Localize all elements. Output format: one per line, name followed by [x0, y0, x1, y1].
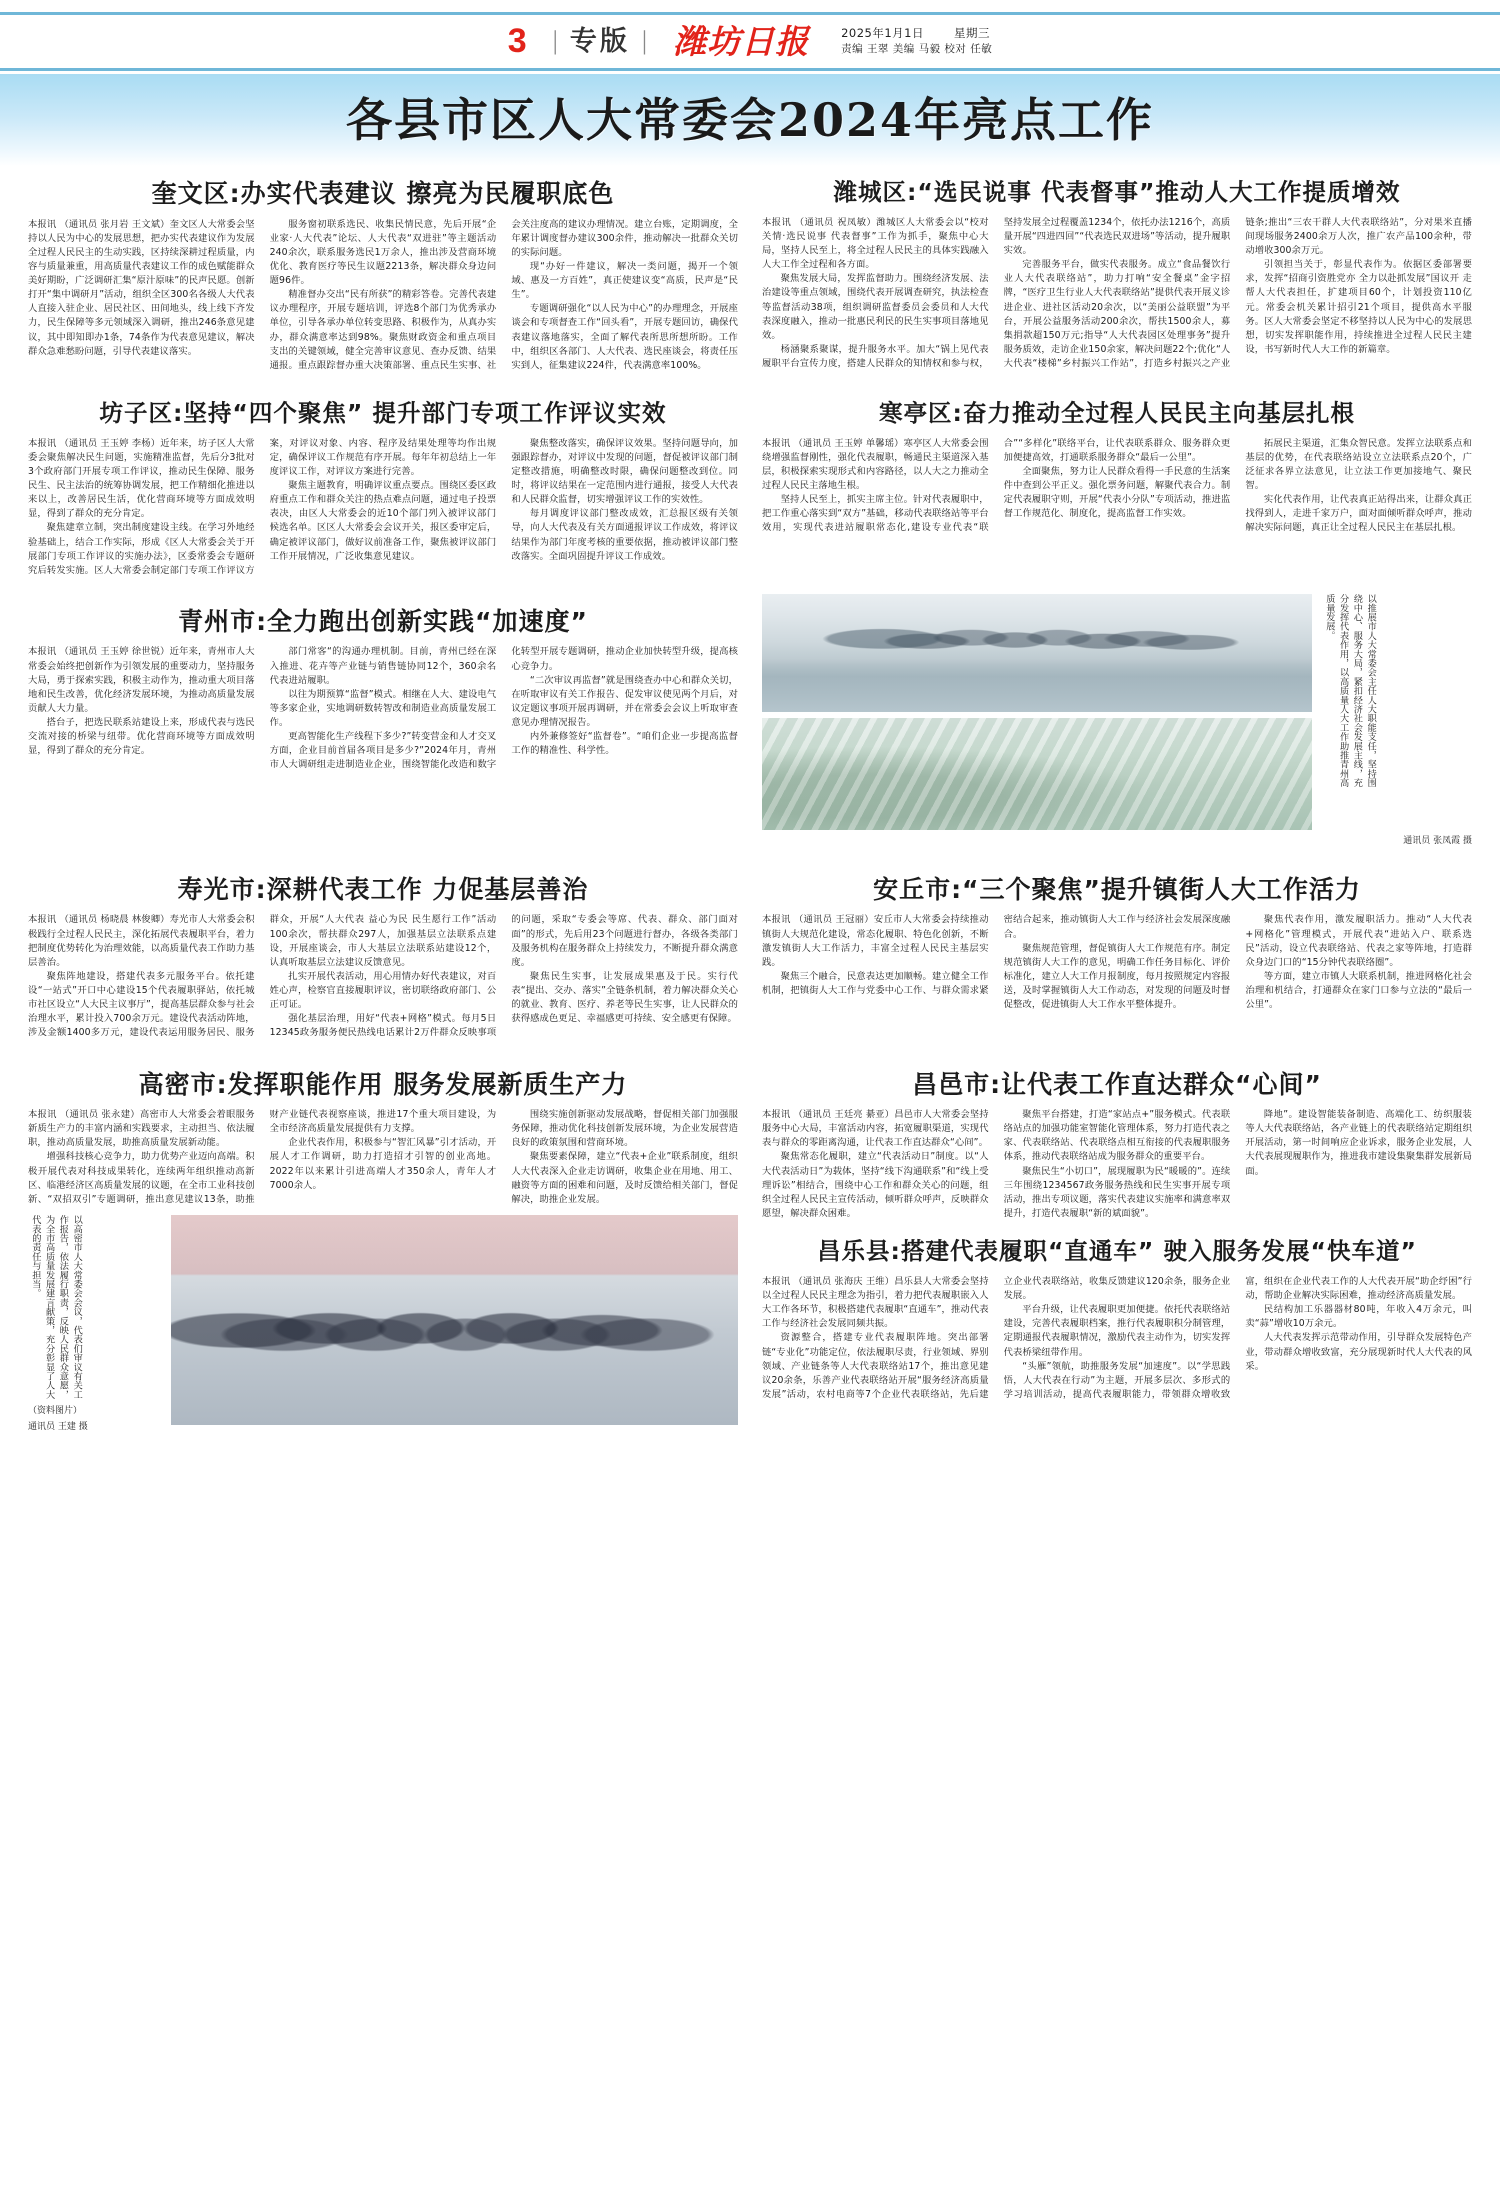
headline-qingzhou: 青州市:全力跑出创新实践“加速度”	[178, 606, 588, 636]
body-changle	[762, 1275, 1472, 1402]
body-gaomi	[28, 1108, 738, 1207]
headline-anqiu: 安丘市:“三个聚焦”提升镇街人大工作活力	[873, 874, 1361, 904]
page-body	[0, 166, 1500, 1432]
page-title: 各县市区人大常委会2024年亮点工作	[345, 93, 1155, 147]
article-hanting	[762, 387, 1472, 578]
byline-fangzi: 本报讯 （通讯员 王玉婷 李杨）	[28, 437, 161, 449]
photo-caption-vertical: 以推展市人大常委会主任人大职能支任，坚持围绕中心、服务大局，紧扣经济社会发展主线，充分发挥代表作用，以高质量人大工作助推青州高质量发展。	[1323, 593, 1377, 788]
paper-logo: 潍坊日报	[673, 21, 810, 61]
masthead-separator-2: |	[641, 26, 648, 55]
para: 以往为期预算“监督”模式。相继在人大、建设电气等多家企业，实地调研数转智改和制造业高质量发展工作。	[269, 688, 497, 729]
para: 寿光市人大常委会积极践行全过程人民民主，深化拓展代表履职平台，着力把制度优势转化为治理效能，以高质量代表工作助力基层善治。	[28, 914, 255, 968]
headline-changle: 昌乐县:搭建代表履职“直通车” 驶入服务发展“快车道”	[817, 1237, 1417, 1266]
para: 聚焦常态化履职，建立“代表活动日”制度。以“人大代表活动日”为载体，坚持“线下沟通联系”和“线上受理诉讼”相结合，围绕中心工作和群众关心的问题，组织全过程人民民主宣传活动，倾听群众呼声，反映群众愿望，解决群众困难。	[762, 1151, 989, 1219]
masthead-bottom-rule	[0, 68, 1500, 71]
para: 聚焦平台搭建，打造“家站点+”服务模式。代表联络站点的加强功能室智能化管理体系，努力打造代表之家、代表联络站、代表联络点相互衔接的代表履职服务体系，推动代表联络站成为服务群众的重要平台。	[1003, 1109, 1231, 1163]
para: 聚焦建章立制，突出制度建设主线。在学习外地经验基础上，结合工作实际，形成《区人大常委会关于开展部门专项工作评议的实施办法》，区委常委会专题研究后转发实施。区人大常委会制定部门专项工作评议方案，对评议对象、内容、程序及结果处理等均作出规定，确保评议工作规范有序开展。每年年初总结上一年度评议工作，对评议方案进行完善。	[28, 437, 497, 576]
byline-qingzhou: 本报讯 （通讯员 王玉婷 徐世锐）	[28, 646, 170, 658]
para: “头雁”领航，助推服务发展“加速度”。以“学思践悟，人大代表在行动”为主题，开展多层次、多形式的学习培训活动，提高代表履职能力，带领群众增收致富，组织在企业代表工作的人大代表开展“助企纾困”行动，帮助企业解决实际困难，推动经济高质量发展。	[1003, 1275, 1472, 1400]
article-row-3	[28, 594, 1472, 846]
article-weicheng	[762, 166, 1472, 373]
para: 寒亭区人大常委会围绕增强监督刚性，强化代表履职，畅通民主渠道深入基层，积极探索实现形式和内容路径，以人大之力推动全过程人民民主落地生根。	[762, 437, 989, 492]
para: 资源整合，搭建专业代表履职阵地。突出部署链“专业化”功能定位，依法履职尽责，行业领域、界别领域、产业链条等人大代表联络站17个，推出意见建议20余条，乐善产业代表联络站开展“服务经济高质量发展”活动，农村电商等7个企业代表联络站，先后建立企业代表联络站，收集反馈建议120余条，服务企业发展。	[762, 1275, 1231, 1400]
byline-kuiwen: 本报讯 （通讯员 张月岩 王文斌）	[28, 218, 170, 230]
body-weicheng	[762, 216, 1472, 371]
para: 聚焦规范管理，督促镇街人大工作规范有序。制定规范镇街人大工作的意见，明确工作任务目标化、评价标准化，建立人大工作月报制度，每月按照规定内容报送，及时掌握镇街人大工作动态，对发现的问题及时督促整改，促进镇街人大工作水平整体提升。	[1003, 942, 1231, 1011]
para: 扎实开展代表活动，用心用情办好代表建议，对百姓心声，检察官直接履职评议，密切联络政府部门、公正可证。	[269, 970, 497, 1011]
para: 人大代表发挥示范带动作用，引导群众发展特色产业，带动群众增收致富，充分展现新时代人大代表的风采。	[1245, 1332, 1472, 1372]
para: 企业代表作用，积极参与“智汇风暴”引才活动，开展人才工作调研，助力打造招才引智的创业高地。2022年以来累计引进高端人才350余人，青年人才7000余人。	[269, 1137, 497, 1191]
headline-gaomi: 高密市:发挥职能作用 服务发展新质生产力	[138, 1069, 628, 1099]
para: 高密市人大常委会着眼服务新质生产力的丰富内涵和实践要求，主动担当、依法履职，推动高质量发展，助推高质量发展新动能。	[28, 1109, 255, 1149]
byline-changyi: 本报讯 （通讯员 王廷亮 綦亚）	[762, 1109, 895, 1121]
para: 增强科技核心竞争力，助力优势产业迈向高端。积极开展代表对科技成果转化，连续两年组织推动高新区、临港经济区高质量发展的议题，在全市工业科技创新、“双招双引”专题调研，推出意见建议13条，助推财产业链代表视察座谈，推进17个重大项目建设，为全市经济高质量发展提供有力支撑。	[28, 1109, 497, 1205]
photo-block-gaomi	[28, 1215, 738, 1432]
para: 昌乐县人大常委会坚持以全过程人民民主理念为指引，着力把代表履职嵌入人大工作各环节，积极搭建代表履职“直通车”，推动代表工作与经济社会发展同频共振。	[762, 1275, 989, 1330]
headline-hanting: 寒亭区:奋力推动全过程人民民主向基层扎根	[879, 398, 1355, 427]
byline-anqiu: 本报讯 （通讯员 王冠丽）	[762, 914, 874, 926]
photo-credit-gaomi: 通讯员 王建 摄	[28, 1421, 88, 1432]
photo-credit-qingzhou: 通讯员 张凤霞 摄	[1403, 835, 1472, 846]
masthead-meta	[841, 25, 992, 57]
article-fangzi	[28, 387, 738, 578]
headline-shouguang: 寿光市:深耕代表工作 力促基层善治	[177, 874, 589, 904]
para: 围绕实施创新驱动发展战略，督促相关部门加强服务保障，推动优化科技创新发展环境，为企业发展营造良好的政策氛围和营商环境。	[511, 1109, 738, 1149]
para: 搭台子，把选民联系站建设上来，形成代表与选民交流对接的桥梁与纽带。优化营商环境等方面成效明显，得到了群众的充分肯定。	[28, 717, 255, 757]
para: 强化基层治理，用好“代表+网格”模式。每月5日12345政务服务便民热线电话累计2万件群众反映事项的问题，采取“专委会等席、代表、群众、部门面对面”的形式，先后用23个问题进行督办，各级各类部门及服务机构在服务群众上持续发力，不断提升群众满意度。	[269, 914, 738, 1039]
publication-date: 2025年1月1日	[841, 26, 924, 41]
body-fangzi	[28, 437, 738, 578]
para: 聚焦要素保障，建立“代表+企业”联系制度，组织人大代表深入企业走访调研，收集企业在用地、用工、融资等方面的困难和问题，及时反馈给相关部门，督促解决，助推企业发展。	[511, 1151, 738, 1205]
page-number: 3	[507, 22, 527, 60]
article-shouguang	[28, 862, 738, 1041]
byline-gaomi: 本报讯 （通讯员 张永建）	[28, 1109, 140, 1121]
byline-shouguang: 本报讯 （通讯员 杨晓晨 林俊卿）	[28, 914, 170, 926]
para: 聚焦三个融合，民意表达更加顺畅。建立健全工作机制，把镇街人大工作与党委中心工作、与群众需求紧密结合起来，推动镇街人大工作与经济社会发展深度融合。	[762, 914, 1231, 997]
para: 聚焦发展大局，发挥监督助力。围绕经济发展、法治建设等重点领域，围绕代表开展调查研究，执法检查等监督活动38项，组织调研监督委员会委员和人大代表深度融入，推动一批惠民利民的民生实事项目落地见效。	[762, 273, 989, 341]
byline-hanting: 本报讯 （通讯员 王玉婷 单馨瑶）	[762, 437, 904, 449]
byline-changle: 本报讯 （通讯员 张海庆 王维）	[762, 1275, 895, 1287]
byline-weicheng: 本报讯 （通讯员 祝凤敏）	[762, 216, 877, 228]
photo-block-qingzhou	[762, 594, 1472, 846]
article-qingzhou	[28, 594, 738, 846]
para: 聚焦民生实事，让发展成果惠及于民。实行代表“提出、交办、落实”全链条机制，着力解决群众关心的就业、教育、医疗、养老等民生实事，让人民群众的获得感成色更足、幸福感更可持续、安全感更有保障。	[511, 970, 738, 1025]
body-changyi	[762, 1108, 1472, 1221]
para: 聚焦整改落实，确保评议效果。坚持问题导向，加强跟踪督办，对评议中发现的问题，督促被评议部门制定整改措施，明确整改时限，确保问题整改到位。同时，将评议结果在一定范围内进行通报，接受人大代表和人民群众监督，切实增强评议工作的实效性。	[511, 437, 738, 506]
article-gaomi	[28, 1057, 738, 1432]
headline-fangzi: 坊子区:坚持“四个聚焦” 提升部门专项工作评议实效	[99, 398, 667, 427]
article-row-1	[28, 166, 1472, 373]
para: 现“办好一件建议，解决一类问题，揭开一个领域、惠及一方百姓”，真正使建议变“高质，民声是“民生”。	[511, 260, 738, 301]
masthead-separator-1: |	[552, 26, 558, 55]
para: “二次审议再监督”就是围绕查办中心和群众关切，在听取审议有关工作报告、促发审议使见两个月后，对议定题议事项开展再调研，并在常委会会议上听取审查意见办理情况报告。	[511, 674, 738, 729]
para: 服务窗初联系选民、收集民情民意，先后开展“企业家·人大代表”论坛、人大代表“双进驻”等主题活动240余次，联系服务选民1万余人，推出涉及营商环境优化、教育医疗等民生议题2213条，解决群众身边问题96件。	[269, 218, 497, 286]
body-qingzhou	[28, 645, 738, 772]
body-anqiu	[762, 913, 1472, 1012]
section-label: 专版	[569, 25, 630, 57]
para: 更高智能化生产线程下多少?”转变营金和人才交叉方面，企业目前首届各项目是多少?”2024年月，青州市人大调研组走进制造业企业，围绕智能化改造和数字化转型开展专题调研，推动企业加快转型升级，提高核心竞争力。	[269, 646, 738, 771]
editor-credits: 责编 王翠 美编 马毅 校对 任敏	[841, 42, 993, 55]
article-row-2	[28, 387, 1472, 578]
para: 奎文区人大常委会坚持以人民为中心的发展思想，把办实代表建议作为发展全过程人民民主的生动实践，区持续深耕过程质量，内容与质量兼重，用高质量代表建议工作的成色赋能群众美好期盼，广泛调研汇集“原汁原味”的民声民愿。创新打开“集中调研月”活动，组织全区300名各级人大代表人直接入驻企业、居民社区、田间地头，线上线下齐发力，民生保障等多元领域深入调研，推出246条意见建议，其中即知即办1条，74条作为代表意见建议，解决群众急难愁盼问题，引导代表建议落实。	[28, 218, 255, 357]
article-kuiwen	[28, 166, 738, 373]
masthead-top-rule	[0, 12, 1500, 15]
para: 部门常客“的沟通办理机制。目前，青州已经在深入推进、花卉等产业链与销售链协同12个，360余名代表进站履职。	[269, 646, 497, 686]
weekday: 星期三	[953, 26, 990, 41]
headline-kuiwen: 奎文区:办实代表建议 擦亮为民履职底色	[151, 179, 615, 208]
para: 等方面，建立市镇人大联系机制，推进网格化社会治理和机结合，打通群众在家门口参与立法的“最后一公里”。	[1245, 970, 1472, 1011]
article-changyi	[762, 1057, 1472, 1432]
article-anqiu	[762, 862, 1472, 1041]
para: 专题调研强化“以人民为中心”的办理理念，开展座谈会和专项督查工作“回头看”，开展专题回访，确保代表建议落地落实，全面了解代表所思所想所盼。工作中，组织区各部门、人大代表、选民座谈会，将责任压实到人，征集建议224件，代表满意率100%。	[511, 303, 738, 371]
article-row-5	[28, 1057, 1472, 1432]
headline-weicheng: 潍城区:“选民说事 代表督事”推动人大工作提质增效	[833, 178, 1401, 206]
para: 实化代表作用，让代表真正站得出来，让群众真正找得到人，走进千家万户，面对面倾听群众呼声，推动解决实际问题，真正让全过程人民民主在基层扎根。	[1245, 494, 1472, 534]
para: 昌邑市人大常委会坚持服务中心大局，丰富活动内容，拓宽履职渠道，实现代表与群众的零距离沟通，让代表工作直达群众“心间”。	[762, 1109, 989, 1149]
masthead	[0, 0, 1500, 72]
para: 聚焦阵地建设，搭建代表多元服务平台。依托建设“一站式”开口中心建设15个代表履职驿站，依托城市社区设立“人大民主议事厅”，提高基层群众参与社会治理水平，累计投入700余万元。建设代表活动阵地，涉及金额1400多万元，建设代表运用服务居民、服务群众，开展“人大代表 益心为民 民生愿行工作”活动100余次，帮扶群众297人，加强基层立法联系点建设，开展座谈会，市人大基层立法联系站建设12个，认真听取基层立法建议反馈意见。	[28, 914, 497, 1039]
para: 拓展民主渠道，汇集众智民意。发挥立法联系点和基层的优势，在代表联络站设立立法联系点20个，广泛征求各界立法意见，让立法工作更加接地气、聚民智。	[1245, 437, 1472, 492]
body-shouguang	[28, 913, 738, 1040]
para: 引领担当关于，彰显代表作为。依据区委部署要求，发挥“招商引资胜党亦 全力以赴抓发展”国议开 走帮人大代表担任，扩建项目60个，计划投资110亿元。常委会机关累计招引21个项目，提供高水平服务。区人大常委会坚定不移坚持以人民为中心的发展思想，切实发挥职能作用，持续推进全过程人民民主建设，书写新时代人大工作的新篇章。	[1245, 259, 1472, 355]
para: 降地”。建设智能装备制造、高端化工、纺织服装等人大代表联络站，各产业链上的代表联络站定期组织开展活动，第一时间响应企业诉求，服务企业发展，人大代表展现履职作为，推进我市建设集聚集群发展新局面。	[1245, 1109, 1472, 1177]
photo-meeting-hall	[762, 594, 1312, 712]
para: 全面聚焦，努力让人民群众看得一手民意的生活案件中查到公平正义。强化票务问题，解聚代表合力。制定代表履职守则，开展“代表小分队”专项活动，推进监督工作规范化、制度化，提高监督工作实效。	[1003, 465, 1231, 520]
para: 完善服务平台，做实代表服务。成立“食品餐饮行业人大代表联络站”，助力打响“安全餐桌”金字招牌，“医疗卫生行业人大代表联络站”提供代表开展义诊进企业、进社区活动20余次，以“美丽公益联盟”为平台，开展公益服务活动200余次，帮扶1500余人，募集捐款超150万元;指导“人大代表园区处理事务”提升服务质效，走访企业150余家，解决问题22个;优化“人大代表“楼梯”乡村振兴工作站”，打造乡村振兴之产业链条;推出“三农干群人大代表联络站”，分对果米直播间现场服务2400余万人次，推广农产品100余种，带动增收300余万元。	[1003, 216, 1472, 370]
para: 杨涵聚系聚谋，提升服务水平。加大“锅上见代表履职平台宣传力度，搭建人民群众的知情权和参与权，坚持发展全过程覆盖1234个，依托办法1216个，高质量开展“四进四回”“代表选民双进场”等活动，提升履职实效。	[762, 216, 1231, 370]
para: 安丘市人大常委会持续推动镇街人大规范化建设，常态化履职、特色化创新，不断激发镇街人大工作活力，丰富全过程人民民主基层实践。	[762, 914, 989, 968]
photo-source-gaomi: （资料图片）	[28, 1405, 83, 1416]
body-kuiwen	[28, 218, 738, 373]
para: 精准督办交出“民有所获”的精彩答卷。完善代表建议办理程序，开展专题培训，评选8个部门为优秀承办单位，引导各承办单位转变思路、积极作为，从真办实办，群众满意率达到98%。聚焦财政资金和重点项目支出的关键领域，健全完善审议意见、查办反馈、结果通报。重点跟踪督办重大决策部署、重点民生实事、社会关注度高的建议办理情况。建立台账，定期调度，全年累计调度督办建议300余件，推动解决一批群众关切的实际问题。	[269, 218, 738, 371]
para: 平台升级，让代表履职更加便捷。依托代表联络站建设，完善代表履职档案，推行代表履职积分制管理，定期通报代表履职情况，激励代表主动作为，切实发挥代表桥梁纽带作用。	[1003, 1304, 1231, 1358]
para: 聚焦民生“小切口”，展现履职为民“暖暖的”。连续三年围绕1234567政务服务热线和民生实事开展专项活动，推出专项议题，落实代表建议实施率和满意率双提升，打造代表履职“新的斌面貌”。	[1003, 1165, 1231, 1219]
photo-group-delegation	[171, 1215, 738, 1425]
photo-caption-gaomi: 以高密市人大常委会会议，代表们审议有关工作报告，依法履行职责，反映人民群众意愿，为全市高质量发展建言献策，充分彰显了人大代表的责任与担当。	[29, 1214, 83, 1399]
article-row-4	[28, 862, 1472, 1041]
headline-changyi: 昌邑市:让代表工作直达群众“心间”	[912, 1069, 1322, 1099]
para: 每月调度评议部门整改成效，汇总报区级有关领导，向人大代表及有关方面通报评议工作成效，将评议结果作为部门年度考核的重要依据，推动被评议部门整改落实。全面巩固提升评议工作成效。	[511, 508, 738, 562]
photo-industrial-model	[762, 718, 1312, 830]
para: 内外兼修签好“监督卷”。“咱们企业一步提高监督工作的精准性、科学性。	[511, 731, 738, 757]
para: 坚持人民至上，抓实主席主位。针对代表履职中，把工作重心落实到“双方”基础，移动代表联络站等平台效用，实现代表进站履职常态化,建设专业代表“联合”“多样化”联络平台，让代表联系群众、服务群众更加便捷高效，打通联系服务群众“最后一公里”。	[762, 437, 1231, 534]
para: 聚焦代表作用，激发履职活力。推动“人大代表+网格化”管理模式，开展代表“进站入户、联系选民”活动，设立代表联络站、代表之家等阵地，打造群众身边门口的“15分钟代表联络圈”。	[1245, 914, 1472, 968]
para: 近年来，坊子区人大常委会聚焦解决民生问题，实施精准监督，先后分3批对3个政府部门开展专项工作评议，推动民生保障、服务民生、民主法治的统筹协调发展，把工作精细化推进以来以上，改善居民生活，优化营商环境等方面成效明显，得到了群众的充分肯定。	[28, 437, 255, 520]
page-banner	[0, 74, 1500, 166]
para: 民结构加工乐器器材80吨，年收入4万余元，叫卖“蒜”增收10万余元。	[1245, 1304, 1472, 1330]
para: 近年来，青州市人大常委会始终把创新作为引领发展的重要动力，坚持服务大局，勇于探索实践，积极主动作为，推动重大项目落地和民生改善，优化经济发展环境，为推动高质量发展贡献人大力量。	[28, 646, 255, 714]
para: 潍城区人大常委会以“校对关情·选民说事 代表督事”工作为抓手，聚焦中心大局，坚持人民至上，将全过程人民民主的具体实践融入人大工作全过程和各方面。	[762, 216, 989, 271]
body-hanting	[762, 437, 1472, 536]
para: 聚焦主题教育，明确评议重点要点。围绕区委区政府重点工作和群众关注的热点难点问题，通过电子投票表决，由区人大常委会的近10个部门列入被评议部门候选名单。区区人大常委会会议开关，报区委审定后，确定被评议部门，做好议前准备工作，聚焦被评议部门工作开展情况，广泛收集意见建议。	[269, 480, 497, 562]
